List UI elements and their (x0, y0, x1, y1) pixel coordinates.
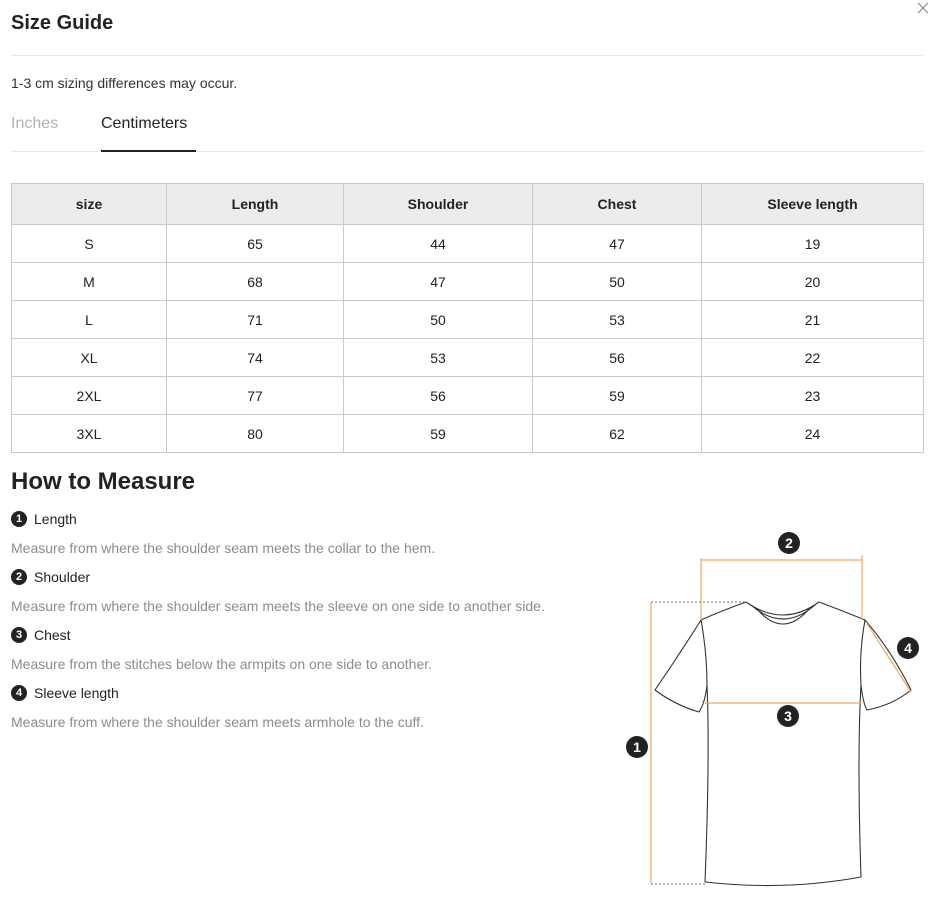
header-sleeve-length: Sleeve length (702, 184, 924, 225)
table-cell: 44 (344, 225, 533, 263)
svg-text:4: 4 (904, 640, 912, 656)
table-row (12, 225, 924, 263)
svg-text:3: 3 (784, 708, 792, 724)
table-cell: 50 (533, 263, 702, 301)
table-cell: 50 (344, 301, 533, 339)
measure-desc: Measure from where the shoulder seam meets armhole to the cuff. (11, 714, 424, 730)
how-to-measure-title: How to Measure (11, 468, 196, 495)
number-badge: 2 (11, 569, 27, 585)
table-cell: 74 (167, 339, 344, 377)
measure-item-shoulder (11, 569, 90, 585)
table-cell: 21 (702, 301, 924, 339)
measure-item-sleeve-length (11, 685, 119, 701)
table-cell: 24 (702, 415, 924, 453)
measure-label: Length (34, 511, 77, 527)
table-row (12, 415, 924, 453)
table-row (12, 339, 924, 377)
svg-text:1: 1 (633, 739, 641, 755)
header-length: Length (167, 184, 344, 225)
active-tab-indicator (101, 150, 196, 152)
header-size: size (12, 184, 167, 225)
table-row (12, 263, 924, 301)
table-cell: M (12, 263, 167, 301)
header-shoulder: Shoulder (344, 184, 533, 225)
table-cell: 23 (702, 377, 924, 415)
table-cell: 47 (533, 225, 702, 263)
dialog-title: Size Guide (11, 12, 114, 34)
tshirt-diagram (615, 525, 930, 895)
measure-item-length (11, 511, 77, 527)
number-badge: 3 (11, 627, 27, 643)
sizing-note: 1-3 cm sizing differences may occur. (11, 75, 238, 91)
table-cell: 47 (344, 263, 533, 301)
table-cell: 22 (702, 339, 924, 377)
table-cell: S (12, 225, 167, 263)
measure-desc: Measure from where the shoulder seam meets the collar to the hem. (11, 540, 436, 556)
measure-label: Shoulder (34, 569, 91, 585)
table-cell: 20 (702, 263, 924, 301)
table-cell: 53 (344, 339, 533, 377)
measure-item-chest (11, 627, 71, 643)
close-button[interactable] (914, 0, 932, 18)
table-row (12, 377, 924, 415)
measure-desc: Measure from where the shoulder seam meets the sleeve on one side to another side. (11, 598, 545, 614)
table-cell: 62 (533, 415, 702, 453)
close-icon (914, 0, 932, 18)
table-cell: 71 (167, 301, 344, 339)
table-row (12, 301, 924, 339)
size-table (11, 183, 924, 453)
table-cell: XL (12, 339, 167, 377)
table-cell: L (12, 301, 167, 339)
header-chest: Chest (533, 184, 702, 225)
table-cell: 19 (702, 225, 924, 263)
table-cell: 3XL (12, 415, 167, 453)
table-cell: 56 (533, 339, 702, 377)
header-divider (11, 55, 923, 56)
table-cell: 56 (344, 377, 533, 415)
table-cell: 77 (167, 377, 344, 415)
measure-desc: Measure from the stitches below the armpits on one side to another. (11, 656, 433, 672)
table-cell: 68 (167, 263, 344, 301)
table-cell: 80 (167, 415, 344, 453)
tab-inches[interactable]: Inches (11, 115, 59, 132)
tab-centimeters[interactable]: Centimeters (101, 115, 188, 132)
table-cell: 59 (344, 415, 533, 453)
table-header-row (12, 184, 924, 225)
number-badge: 4 (11, 685, 27, 701)
tshirt-icon (615, 525, 930, 895)
measure-label: Chest (34, 627, 71, 643)
table-cell: 59 (533, 377, 702, 415)
svg-text:2: 2 (785, 535, 793, 551)
table-cell: 65 (167, 225, 344, 263)
table-cell: 53 (533, 301, 702, 339)
measure-label: Sleeve length (34, 685, 119, 701)
number-badge: 1 (11, 511, 27, 527)
table-cell: 2XL (12, 377, 167, 415)
